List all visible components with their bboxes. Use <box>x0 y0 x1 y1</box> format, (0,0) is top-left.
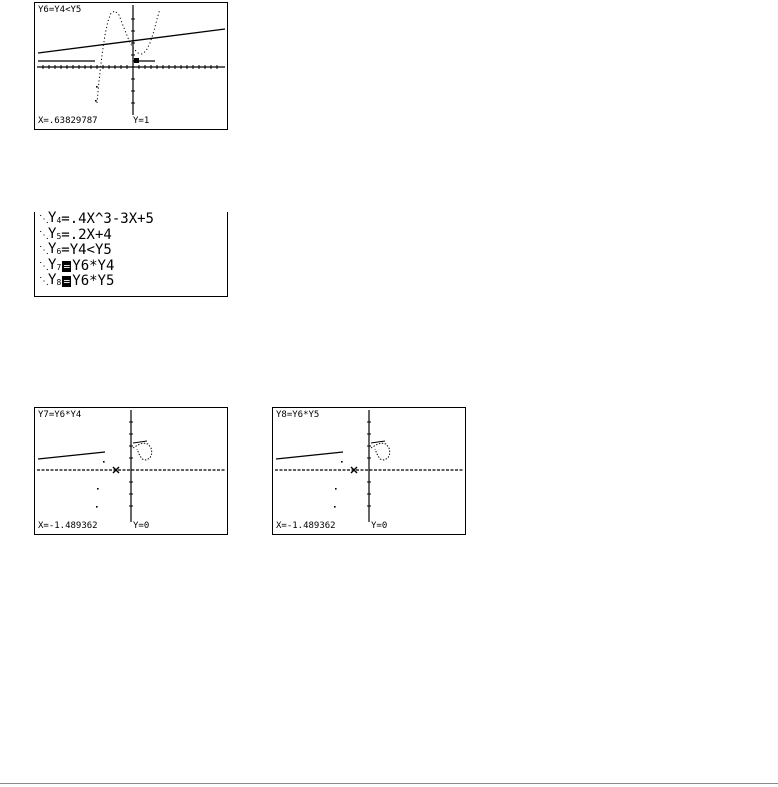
plot-y7-left-segment <box>38 452 105 459</box>
equation-name: $Y_4$ <box>48 210 62 226</box>
graph-screen-y6 <box>34 2 228 130</box>
plot-y7-right-top <box>133 441 147 443</box>
graph-canvas-y7 <box>35 408 227 534</box>
graph-title: Y6=Y4<Y5 <box>38 5 82 15</box>
graph-style-dotted-icon[interactable]: ⋱ <box>39 214 49 225</box>
graph-canvas-y8 <box>273 408 465 534</box>
graph-style-dotted-icon[interactable]: ⋱ <box>39 276 49 287</box>
graph-style-dotted-icon[interactable]: ⋱ <box>39 245 49 256</box>
graph-title: Y7=Y6*Y4 <box>38 410 82 420</box>
equation-name: $Y_5$ <box>48 225 62 242</box>
equation-name: $Y_7$ <box>48 256 62 273</box>
equation-row-y8[interactable] <box>39 274 154 290</box>
plot-y7-right-curve <box>133 443 152 460</box>
plot-y4-cubic <box>97 9 160 103</box>
plot-y8-dots <box>334 461 343 508</box>
equals-sign-selected[interactable]: = <box>63 275 71 289</box>
equation-name: $Y_6$ <box>48 241 62 257</box>
equation-expression[interactable]: Y6*Y5 <box>72 273 115 289</box>
equation-name: $Y_8$ <box>48 272 62 288</box>
plot-y8-left-segment <box>276 452 343 459</box>
equals-sign[interactable]: = <box>61 226 70 243</box>
graph-screen-y8 <box>272 407 466 535</box>
equals-sign[interactable]: = <box>61 242 70 258</box>
x-readout: X=-1.489362 <box>38 521 98 531</box>
plot-y5-line <box>38 29 225 53</box>
equals-sign-selected[interactable]: = <box>63 259 71 273</box>
graph-title: Y8=Y6*Y5 <box>276 410 320 420</box>
graph-style-dotted-icon[interactable]: ⋱ <box>39 229 49 241</box>
x-readout: X=.63829787 <box>38 116 98 126</box>
trace-cursor <box>134 58 139 63</box>
graph-canvas-y6 <box>35 3 227 129</box>
graph-style-dotted-icon[interactable]: ⋱ <box>39 260 49 272</box>
plot-y8-right-top <box>371 441 385 443</box>
equation-list <box>39 212 154 290</box>
equation-expression[interactable]: .2X+4 <box>69 226 112 243</box>
plot-y7-dots <box>96 461 105 508</box>
y-equals-editor-screen <box>34 212 228 297</box>
y-readout: Y=1 <box>133 116 150 126</box>
equation-expression[interactable]: Y6*Y4 <box>72 257 115 274</box>
page-bottom-rule <box>0 783 778 784</box>
y-readout: Y=0 <box>371 521 388 531</box>
equation-expression[interactable]: .4X^3-3X+5 <box>69 211 154 227</box>
plot-y8-right-curve <box>371 443 390 460</box>
y-readout: Y=0 <box>133 521 150 531</box>
x-readout: X=-1.489362 <box>276 521 336 531</box>
graph-screen-y7 <box>34 407 228 535</box>
equation-expression[interactable]: Y4<Y5 <box>69 242 112 258</box>
equals-sign[interactable]: = <box>61 211 70 227</box>
